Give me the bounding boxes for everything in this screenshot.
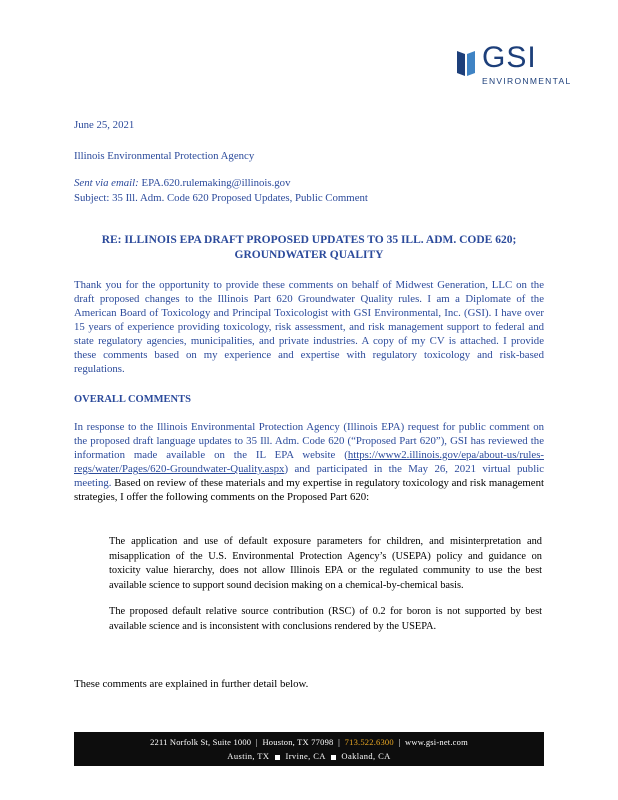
epa-website-link[interactable]: https://www2.illinois.gov/epa/about-us/rules-regs/water/Pages/620-Groundwater-Quality.aspx — [74, 449, 544, 475]
closing-sentence: These comments are explained in further detail below. — [74, 678, 309, 690]
footer-contact-row: 2211 Norfolk St, Suite 1000 | Houston, TX 77098 | 713.522.6300 | www.gsi-net.com — [150, 737, 468, 747]
logo-name: GSI — [482, 41, 537, 74]
title-line-2: GROUNDWATER QUALITY — [234, 249, 384, 261]
overall-text-1: In response to the Illinois Environmental Protection Agency (Illinois EPA) request for public comment on the proposed draft language updates to 35 Ill. Adm. Code 620 (“Proposed Part 620”), GSI has reviewed the information made available on the IL EPA website ( — [74, 421, 544, 461]
intro-paragraph: Thank you for the opportunity to provide these comments on behalf of Midwest Generation, LLC on the draft proposed changes to the Illinois Part 620 Groundwater Quality rules. I am a Diplomate of the American Board of Toxicology and Principal Toxicologist with GSI Environmental, Inc. (GSI). I have over 15 years of experience providing toxicology, risk assessment, and risk management support to federal and state regulatory agencies, municipalities, and private industries. A copy of my CV is attached. I provide these comments based on my experience and expertise with regulatory toxicology and risk-based regulations. — [74, 279, 544, 375]
footer-address: 2211 Norfolk St, Suite 1000 — [150, 737, 252, 747]
footer-offices-row — [74, 751, 544, 761]
section-heading: OVERALL COMMENTS — [74, 394, 191, 405]
letter-date: June 25, 2021 — [74, 119, 135, 131]
email-line — [74, 176, 290, 190]
footer-phone: 713.522.6300 — [344, 737, 394, 747]
recipient: Illinois Environmental Protection Agency — [74, 150, 255, 162]
gsi-logo — [456, 41, 572, 89]
office-austin: Austin, TX — [227, 751, 270, 761]
square-bullet-icon — [331, 755, 336, 760]
overall-text-3: Based on review of these materials and my expertise in regulatory toxicology and risk management strategies, I offer the following comments on the Proposed Part 620: — [74, 477, 544, 503]
email-label: Sent via email: — [74, 177, 139, 189]
subject-line: Subject: 35 Ill. Adm. Code 620 Proposed Updates, Public Comment — [74, 192, 368, 204]
footer-bar — [74, 732, 544, 766]
comment-list — [109, 535, 542, 647]
footer-city: Houston, TX 77098 — [262, 737, 334, 747]
office-irvine: Irvine, CA — [285, 751, 326, 761]
overall-text-2: ) and participated in the May 26, 2021 virtual public meeting. — [74, 463, 544, 489]
letter-title — [74, 233, 544, 263]
gsi-book-icon — [456, 47, 476, 77]
overall-comments-paragraph — [74, 420, 544, 504]
comment-item: The application and use of default exposure parameters for children, and misinterpretation and misapplication of the U.S. Environmental Protection Agency’s (USEPA) policy and guidance on toxicity value hierarchy, does not allow Illinois EPA or the regulated community to use the best available science to support sound decision making on a chemical-by-chemical basis. — [109, 536, 542, 591]
title-line-1: RE: ILLINOIS EPA DRAFT PROPOSED UPDATES TO 35 ILL. ADM. CODE 620; — [101, 234, 517, 246]
comment-item: The proposed default relative source contribution (RSC) of 0.2 for boron is not supported by best available science and is inconsistent with conclusions rendered by the USEPA. — [109, 606, 542, 632]
email-address[interactable]: EPA.620.rulemaking@illinois.gov — [141, 177, 291, 189]
office-oakland: Oakland, CA — [341, 751, 391, 761]
logo-subtitle: ENVIRONMENTAL — [482, 76, 572, 86]
square-bullet-icon — [275, 755, 280, 760]
footer-website[interactable]: www.gsi-net.com — [405, 737, 468, 747]
